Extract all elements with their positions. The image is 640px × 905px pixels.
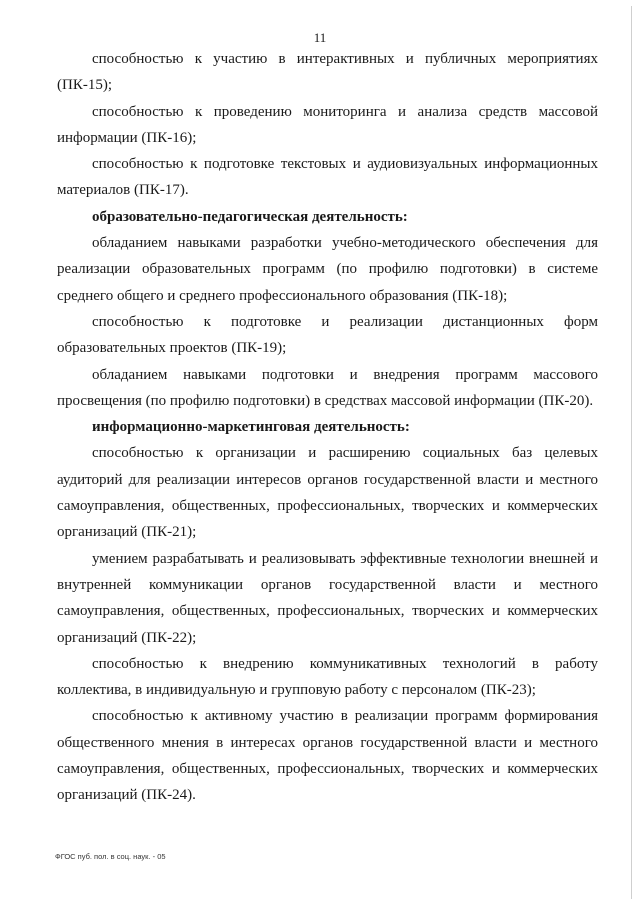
- paragraph-pk-17: способностью к подготовке текстовых и аудиовизуальных информационных материалов (ПК-17).: [57, 156, 598, 199]
- paragraph-pk-20: обладанием навыками подготовки и внедрения программ массового просвещения (по профилю подготовки) в средствах массовой информации (ПК-20).: [57, 366, 598, 409]
- paragraph-pk-21: способностью к организации и расширению социальных баз целевых аудиторий для реализации интересов органов государственной власти и местного самоуправления, общественных, профессиональных, творческих и коммерческих организаций (ПК-21);: [57, 445, 598, 541]
- paragraph-pk-19: способностью к подготовке и реализации дистанционных форм образовательных проектов (ПК-19);: [57, 313, 598, 357]
- paragraph-pk-16: способностью к проведению мониторинга и анализа средств массовой информации (ПК-16);: [57, 103, 598, 146]
- document-body: [57, 46, 598, 809]
- paragraph-pk-23: способностью к внедрению коммуникативных технологий в работу коллектива, в индивидуальную и групповую работу с персоналом (ПК-23);: [57, 655, 598, 699]
- paragraph-pk-15: способностью к участию в интерактивных и публичных мероприятиях (ПК-15);: [57, 51, 598, 94]
- page-edge-shadow: [631, 6, 632, 899]
- section-heading-educational: образовательно-педагогическая деятельность:: [92, 208, 408, 225]
- paragraph-pk-22: умением разрабатывать и реализовывать эффективные технологии внешней и внутренней коммуникации органов государственной власти и местного самоуправления, общественных, профессиональных, творческих и коммерческих организаций (ПК-22);: [57, 550, 598, 646]
- section-heading-marketing: информационно-маркетинговая деятельность:: [92, 419, 410, 436]
- paragraph-pk-18: обладанием навыками разработки учебно-методического обеспечения для реализации образовательных программ (по профилю подготовки) в системе среднего общего и среднего профессионального образования (ПК-18);: [57, 235, 598, 304]
- page-number: 11: [313, 30, 327, 45]
- paragraph-pk-24: способностью к активному участию в реализации программ формирования общественного мнения в интересах органов государственной власти и местного самоуправления, общественных, профессиональных, творческих и коммерческих организаций (ПК-24).: [57, 708, 598, 804]
- page-footer: ФГОС пуб. пол. в соц. наук. - 05: [55, 852, 166, 861]
